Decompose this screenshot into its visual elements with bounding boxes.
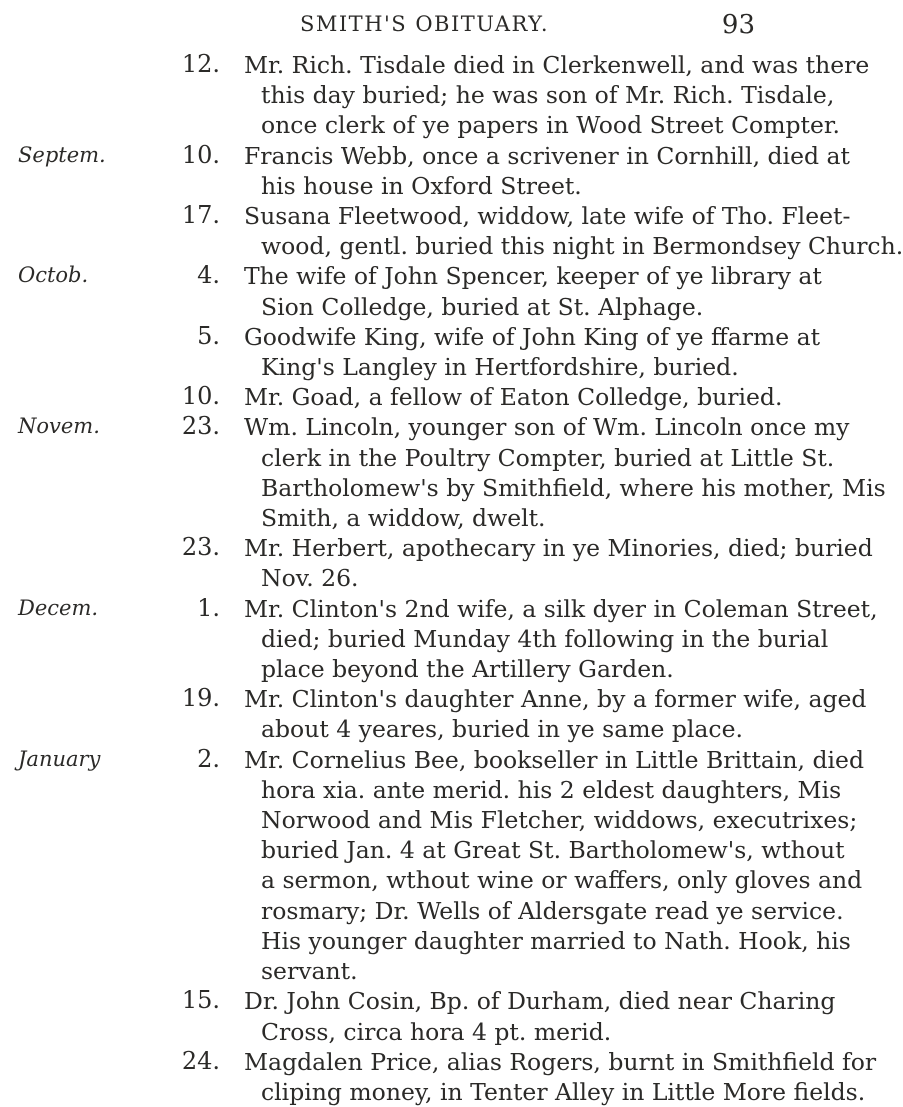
day-number: 24. — [181, 1046, 220, 1075]
text-line: his house in Oxford Street. — [261, 171, 582, 200]
obituary-entry — [0, 1046, 877, 1107]
text-line: Nov. 26. — [261, 564, 359, 593]
day-number: 12. — [181, 50, 220, 78]
text-line: place beyond the Artillery Garden. — [261, 655, 674, 684]
month-label: January — [18, 746, 101, 771]
day-number: 10. — [181, 140, 220, 169]
text-line: Francis Webb, once a scrivener in Cornhill, died at — [244, 141, 850, 170]
day-number: 23. — [181, 533, 220, 562]
text-line: Mr. Clinton's 2nd wife, a silk dyer in Coleman Street, — [244, 594, 878, 623]
text-line: hora xia. ante merid. his 2 eldest daughters, Mis — [261, 775, 842, 804]
entry-text — [244, 412, 886, 533]
day-number: 4. — [197, 261, 220, 290]
text-line: Smith, a widdow, dwelt. — [261, 504, 546, 533]
text-line: this day buried; he was son of Mr. Rich. Tisdale, — [261, 81, 835, 110]
obituary-entry — [0, 986, 836, 1046]
obituary-entry — [0, 261, 822, 321]
text-line: a sermon, wthout wine or waffers, only gloves and — [261, 866, 863, 895]
day-number: 19. — [181, 684, 220, 713]
obituary-entries — [0, 50, 903, 1107]
day-number: 2. — [197, 744, 220, 773]
obituary-entry — [0, 533, 873, 593]
obituary-entry — [0, 140, 850, 201]
running-title: SMITH'S OBITUARY. — [300, 12, 550, 36]
text-line: Mr. Cornelius Bee, bookseller in Little Brittain, died — [244, 745, 865, 774]
obituary-entry — [0, 321, 821, 382]
text-line: Bartholomew's by Smithfield, where his mother, Mis — [261, 473, 886, 502]
day-number: 1. — [197, 593, 220, 622]
text-line: servant. — [261, 957, 358, 986]
text-line: buried Jan. 4 at Great St. Bartholomew's, wthout — [261, 836, 845, 865]
text-line: Wm. Lincoln, younger son of Wm. Lincoln once my — [244, 413, 850, 442]
text-line: wood, gentl. buried this night in Bermondsey Church. — [261, 232, 903, 261]
obituary-entry — [0, 382, 800, 412]
day-number: 15. — [181, 986, 220, 1015]
entry-text — [244, 322, 821, 382]
obituary-entry — [0, 744, 865, 987]
entry-text — [244, 594, 878, 685]
text-line: cliping money, in Tenter Alley in Little More fields. — [261, 1077, 866, 1106]
text-line: Dr. John Cosin, Bp. of Durham, died near Charing — [244, 987, 836, 1016]
text-line: Goodwife King, wife of John King of ye ffarme at — [244, 322, 821, 351]
obituary-entry — [0, 50, 870, 141]
day-number: 5. — [197, 321, 220, 350]
text-line: Magdalen Price, alias Rogers, burnt in Smithfield for — [244, 1047, 877, 1076]
entry-text — [244, 684, 867, 744]
month-label: Novem. — [18, 414, 100, 439]
text-line: King's Langley in Hertfordshire, buried. — [261, 353, 739, 382]
text-line: about 4 yeares, buried in ye same place. — [261, 715, 743, 744]
text-line: His younger daughter married to Nath. Hook, his — [261, 926, 851, 955]
obituary-entry — [0, 201, 903, 261]
entry-text — [244, 533, 873, 593]
text-line: Mr. Herbert, apothecary in ye Minories, died; buried — [244, 534, 873, 563]
entry-text — [244, 141, 850, 201]
page-header — [0, 10, 800, 50]
day-number: 23. — [181, 412, 220, 441]
page-number: 93 — [721, 10, 755, 40]
text-line: Mr. Clinton's daughter Anne, by a former wife, aged — [244, 685, 867, 714]
text-line: died; buried Munday 4th following in the burial — [261, 624, 829, 653]
entry-text — [244, 261, 822, 321]
text-line: Susana Fleetwood, widdow, late wife of Tho. Fleet- — [244, 202, 851, 231]
entry-text — [244, 382, 783, 412]
month-label: Decem. — [18, 595, 99, 620]
text-line: Norwood and Mis Fletcher, widdows, executrixes; — [261, 806, 858, 835]
text-line: Mr. Rich. Tisdale died in Clerkenwell, and was there — [244, 51, 870, 79]
obituary-entry — [0, 684, 867, 744]
entry-text — [244, 50, 870, 141]
entry-text — [244, 201, 903, 261]
month-label: Septem. — [18, 142, 106, 167]
text-line: once clerk of ye papers in Wood Street Compter. — [261, 111, 841, 140]
entry-text — [244, 1047, 877, 1107]
obituary-entry — [0, 412, 886, 533]
text-line: Cross, circa hora 4 pt. merid. — [261, 1017, 612, 1046]
entry-text — [244, 745, 865, 987]
text-line: rosmary; Dr. Wells of Aldersgate read ye service. — [261, 896, 844, 925]
text-line: Sion Colledge, buried at St. Alphage. — [261, 292, 704, 321]
day-number: 17. — [181, 201, 220, 230]
text-line: The wife of John Spencer, keeper of ye library at — [244, 262, 822, 291]
obituary-entry — [0, 593, 878, 685]
month-label: Octob. — [18, 263, 89, 288]
day-number: 10. — [181, 382, 220, 411]
text-line: Mr. Goad, a fellow of Eaton Colledge, buried. — [244, 383, 783, 412]
entry-text — [244, 986, 836, 1046]
text-line: clerk in the Poultry Compter, buried at Little St. — [261, 443, 835, 472]
